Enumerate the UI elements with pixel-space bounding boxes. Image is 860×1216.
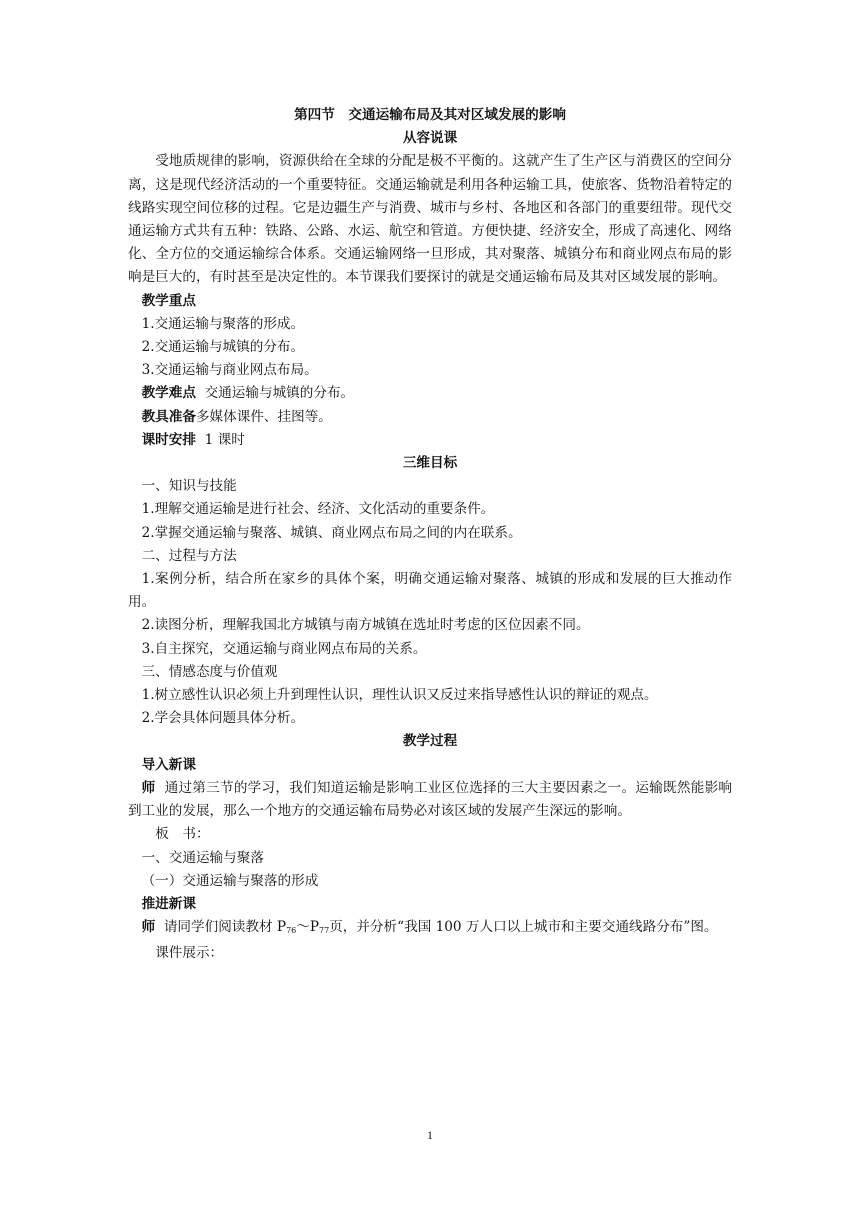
teacher-text: 通过第三节的学习，我们知道运输是影响工业区位选择的三大主要因素之一。运输既然能影响到工业的发展，那么一个地方的交通运输布局势必对该区域的发展产生深远的影响。	[128, 779, 733, 820]
teacher-paragraph	[128, 916, 732, 942]
board-item: 一、交通运输与聚落	[141, 849, 264, 866]
goal-item: 2.读图分析，理解我国北方城镇与南方城镇在选址时考虑的区位因素不同。	[141, 617, 590, 634]
intro-paragraph: 受地质规律的影响，资源供给在全球的分配是极不平衡的。这就产生了生产区与消费区的空间分离，这是现代经济活动的一个重要特征。交通运输就是利用各种运输工具，使旅客、货物沿着特定的线路实现空间位移的过程。它是边疆生产与消费、城市与乡村、各地区和各部门的重要纽带。现代交通运输方式共有五种：铁路、公路、水运、航空和管道。方便快捷、经济安全，形成了高速化、网络化、全方位的交通运输综合体系。交通运输网络一旦形成，其对聚落、城镇分布和商业网点布局的影响是巨大的，有时甚至是决定性的。本节课我们要探讨的就是交通运输布局及其对区域发展的影响。	[128, 153, 732, 286]
section-heading-goals: 三维目标	[402, 455, 458, 472]
goal-section-heading: 三、情感态度与价值观	[141, 663, 278, 680]
teacher-text: 页，并分析“我国 100 万人口以上城市和主要交通线路分布”图。	[329, 919, 718, 936]
section-heading-lesson-talk: 从容说课	[402, 130, 458, 147]
goal-item: 2.学会具体问题具体分析。	[141, 710, 305, 727]
goal-item: 3.自主探究，交通运输与商业网点布局的关系。	[141, 640, 427, 657]
goal-section-heading: 一、知识与技能	[141, 478, 237, 495]
document-content	[128, 104, 732, 966]
schedule-text: 1 课时	[204, 431, 245, 448]
section-heading-process: 教学过程	[402, 733, 458, 750]
materials-text: 多媒体课件、挂图等。	[195, 408, 332, 425]
page-number: 1	[427, 1128, 433, 1142]
difficulty-label: 教学难点	[141, 385, 196, 402]
key-point-item: 1.交通运输与聚落的形成。	[141, 315, 305, 332]
page-ref-subscript: 77	[319, 926, 330, 936]
key-points-label: 教学重点	[141, 292, 196, 309]
intro-new-lesson-label: 导入新课	[141, 756, 196, 773]
goal-item: 2.掌握交通运输与聚落、城镇、商业网点布局之间的内在联系。	[141, 524, 522, 541]
materials-line	[128, 406, 732, 429]
teacher-label: 师	[141, 919, 156, 936]
advance-new-lesson-label: 推进新课	[141, 895, 196, 912]
page-ref-subscript: 76	[286, 926, 297, 936]
schedule-line	[128, 429, 732, 452]
goal-item: 1.树立感性认识必须上升到理性认识，理性认识又反过来指导感性认识的辩证的观点。	[141, 687, 658, 704]
teacher-paragraph	[128, 777, 732, 823]
page-title: 第四节 交通运输布局及其对区域发展的影响	[294, 107, 566, 123]
courseware-label: 课件展示：	[155, 945, 224, 962]
schedule-label: 课时安排	[141, 431, 196, 448]
difficulty-line	[128, 382, 732, 405]
board-item: （一）交通运输与聚落的形成	[141, 872, 319, 889]
goal-item: 1.案例分析，结合所在家乡的具体个案，明确交通运输对聚落、城镇的形成和发展的巨大推动作用。	[128, 571, 732, 611]
teacher-text: 请同学们阅读教材 P	[163, 919, 287, 936]
teacher-text: ～P	[296, 919, 319, 936]
key-point-item: 2.交通运输与城镇的分布。	[141, 339, 305, 356]
difficulty-text: 交通运输与城镇的分布。	[204, 385, 355, 402]
teacher-label: 师	[141, 779, 156, 796]
goal-section-heading: 二、过程与方法	[141, 547, 237, 564]
materials-label: 教具准备	[141, 408, 196, 425]
key-point-item: 3.交通运输与商业网点布局。	[141, 362, 318, 379]
board-label: 板 书：	[155, 826, 210, 843]
goal-item: 1.理解交通运输是进行社会、经济、文化活动的重要条件。	[141, 501, 495, 518]
